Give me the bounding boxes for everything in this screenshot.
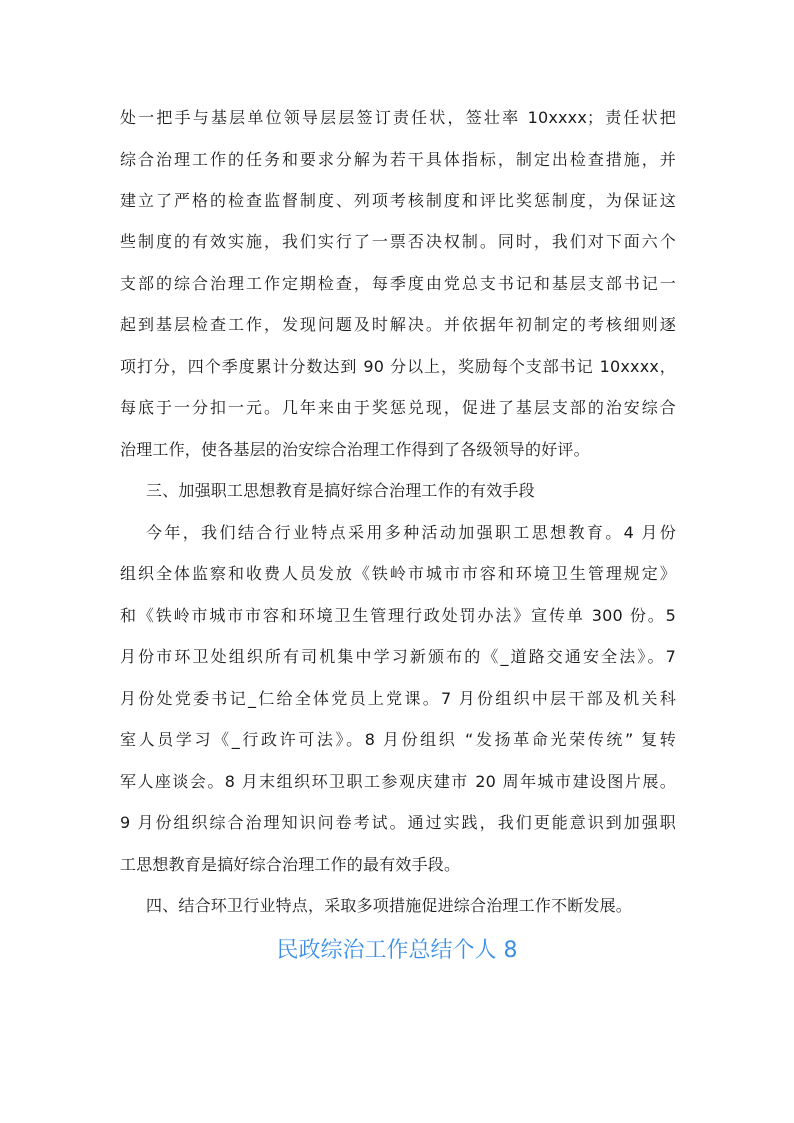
- section-heading: 三、加强职工思想教育是搞好综合治理工作的有效手段: [146, 481, 535, 500]
- paragraph-line: 和《铁岭市城市市容和环境卫生管理行政处罚办法》宣传单 300 份。5: [120, 606, 676, 625]
- paragraph-line: 支部的综合治理工作定期检查，每季度由党总支书记和基层支部书记一: [120, 274, 676, 293]
- paragraph-line: 组织全体监察和收费人员发放《铁岭市城市市容和环境卫生管理规定》: [120, 564, 676, 583]
- paragraph-line: 9 月份组织综合治理知识问卷考试。通过实践，我们更能意识到加强职: [120, 813, 676, 832]
- section-heading: 四、结合环卫行业特点，采取多项措施促进综合治理工作不断发展。: [146, 896, 633, 915]
- paragraph-line: 综合治理工作的任务和要求分解为若干具体指标，制定出检查措施，并: [120, 150, 676, 169]
- paragraph-line: 起到基层检查工作，发现问题及时解决。并依据年初制定的考核细则逐: [120, 315, 676, 334]
- paragraph-line: 建立了严格的检查监督制度、列项考核制度和评比奖惩制度，为保证这: [120, 191, 676, 210]
- paragraph-line: 室人员学习《_行政许可法》。8 月份组织 “发扬革命光荣传统” 复转: [120, 730, 676, 749]
- paragraph-line: 月份市环卫处组织所有司机集中学习新颁布的《_道路交通安全法》。7: [120, 647, 676, 666]
- paragraph-line: 项打分，四个季度累计分数达到 90 分以上，奖励每个支部书记 10xxxx，: [120, 357, 676, 376]
- paragraph-line: 处一把手与基层单位领导层层签订责任状，签壮率 10xxxx；责任状把: [120, 108, 676, 127]
- paragraph-line: 每底于一分扣一元。几年来由于奖惩兑现，促进了基层支部的治安综合: [120, 398, 676, 417]
- paragraph-line: 月份处党委书记_仁给全体党员上党课。7 月份组织中层干部及机关科: [120, 689, 676, 708]
- paragraph-line: 今年，我们结合行业特点采用多种活动加强职工思想教育。4 月份: [146, 523, 676, 542]
- paragraph-line: 军人座谈会。8 月末组织环卫职工参观庆建市 20 周年城市建设图片展。: [120, 772, 676, 791]
- paragraph-line: 治理工作，使各基层的治安综合治理工作得到了各级领导的好评。: [120, 440, 590, 459]
- document-title: 民政综治工作总结个人 8: [276, 938, 518, 963]
- paragraph-line: 些制度的有效实施，我们实行了一票否决权制。同时，我们对下面六个: [120, 232, 676, 251]
- paragraph-line: 工思想教育是搞好综合治理工作的最有效手段。: [120, 855, 461, 874]
